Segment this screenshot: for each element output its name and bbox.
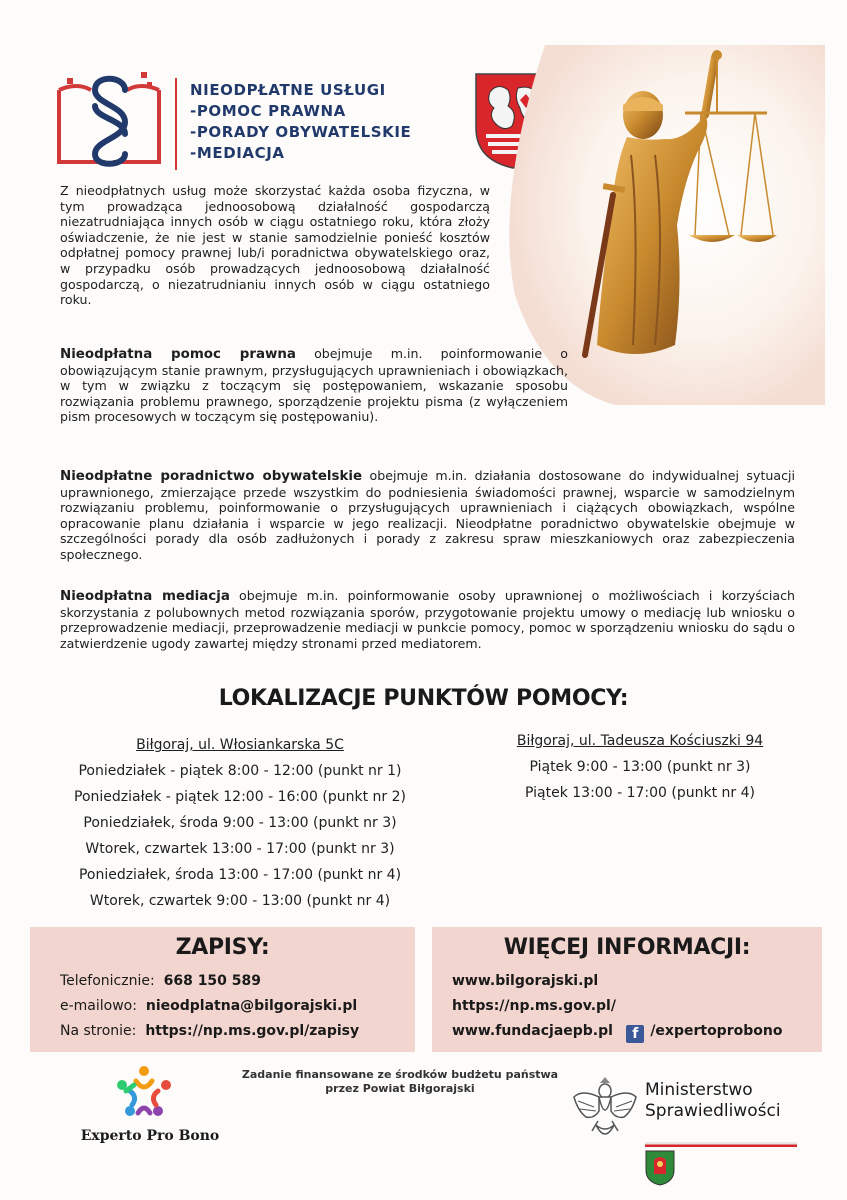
- ministry-flag-stripe: [645, 1132, 797, 1137]
- ministry-line-2: Sprawiedliwości: [645, 1101, 781, 1121]
- mediation-lead: Nieodpłatna mediacja: [60, 589, 230, 604]
- legal-aid-logo: [55, 68, 163, 170]
- funding-line-1: Zadanie finansowane ze środków budżetu państwa: [241, 1068, 559, 1081]
- funding-line-2: przez Powiat Biłgorajski: [325, 1082, 475, 1095]
- hours-row: Poniedziałek, środa 9:00 - 13:00 (punkt nr 3): [83, 815, 397, 831]
- header-titles: [190, 80, 411, 164]
- phone-number[interactable]: 668 150 589: [163, 973, 262, 989]
- ministry-line-1: Ministerstwo: [645, 1080, 753, 1100]
- location-left-address: Biłgoraj, ul. Włosiankarska 5C: [136, 737, 344, 753]
- phone-label: Telefonicznie:: [60, 973, 155, 989]
- more-info-title: WIĘCEJ INFORMACJI:: [503, 935, 751, 960]
- municipal-crest: [645, 1150, 675, 1186]
- eagle-icon: [572, 1073, 638, 1145]
- more-info-row-2: [452, 998, 616, 1014]
- header-line-3: -PORADY OBYWATELSKIE: [190, 123, 412, 141]
- hours-row: Piątek 9:00 - 13:00 (punkt nr 3): [529, 759, 751, 775]
- legal-aid-lead: Nieodpłatna pomoc prawna: [60, 347, 296, 362]
- legal-aid-paragraph: [60, 346, 568, 425]
- email-label: e-mailowo:: [60, 998, 137, 1014]
- header-line-4: -MEDIACJA: [190, 144, 285, 162]
- paragraph-book-icon: [55, 68, 163, 170]
- civic-advice-lead: Nieodpłatne poradnictwo obywatelskie: [60, 469, 363, 484]
- web-label: Na stronie:: [60, 1023, 137, 1039]
- legal-aid-body: obejmuje m.in. poinformowanie o obowiązującym stanie prawnym, przysługujących uprawnieniach i obowiązkach, w tym w związku z toczącym się postępowaniem, wskazanie sposobu rozwiązania problemu prawnego, sporządzenie projektu pisma (z wyłączeniem pism procesowych w toczącym się postępowaniu).: [60, 346, 568, 425]
- registration-panel: [30, 927, 415, 1052]
- small-crest-icon: [645, 1150, 675, 1186]
- civic-advice-body: obejmuje m.in. działania dostosowane do indywidualnej sytuacji uprawnionego, zmierzające przede wszystkim do podniesienia świadomości prawnej, wsparcie w samodzielnym rozwiązaniu problemu, poinformowanie o przysługujących uprawnieniach i ciążących obowiązkach, wspólne opracowanie planu działania i wsparcie w jego realizacji. Nieodpłatne poradnictwo obywatelskie obejmuje w szczególności porady dla osób zadłużonych i porady z zakresu spraw mieszkaniowych oraz zabezpieczenia społecznego.: [60, 468, 795, 562]
- funding-note: [230, 1068, 570, 1096]
- intro-paragraph: Z nieodpłatnych usług może skorzystać każda osoba fizyczna, w tym prowadząca jednoosobową działalność gospodarczą niezatrudniająca innych osób w ciągu ostatniego roku, która złoży oświadczenie, że nie jest w stanie samodzielnie ponieść kosztów odpłatnej pomocy prawnej lub/i poradnictwa obywatelskiego oraz, w przypadku osób prowadzących jednoosobową działalność gospodarczą, o niezatrudnianiu innych osób w ciągu ostatniego roku.: [60, 183, 490, 308]
- facebook-icon: f: [626, 1025, 644, 1043]
- hours-row: Wtorek, czwartek 9:00 - 13:00 (punkt nr 4): [89, 893, 391, 909]
- phone-line: [60, 973, 261, 989]
- header-line-1: NIEODPŁATNE USŁUGI: [190, 81, 386, 99]
- county-website-link[interactable]: www.bilgorajski.pl: [452, 973, 599, 989]
- experto-pro-bono-name: Experto Pro Bono: [80, 1128, 220, 1144]
- hours-row: Piątek 13:00 - 17:00 (punkt nr 4): [525, 785, 755, 801]
- locations-title: LOKALIZACJE PUNKTÓW POMOCY:: [218, 686, 629, 711]
- email-line: [60, 998, 357, 1014]
- hours-row: Poniedziałek, środa 13:00 - 17:00 (punkt nr 4): [78, 867, 402, 883]
- ministry-website-link[interactable]: https://np.ms.gov.pl/: [452, 998, 616, 1014]
- people-circle-icon: [112, 1063, 176, 1123]
- hours-row: Poniedziałek - piątek 12:00 - 16:00 (punkt nr 2): [74, 789, 406, 805]
- location-right-address: Biłgoraj, ul. Tadeusza Kościuszki 94: [516, 733, 764, 749]
- experto-pro-bono-logo: [112, 1063, 176, 1123]
- location-left: [50, 732, 430, 914]
- mediation-body: obejmuje m.in. poinformowanie osoby uprawnionej o możliwościach i korzyściach skorzystania z polubownych metod rozwiązania sporów, przygotowanie projektu umowy o mediację lub wniosku o przeprowadzenie mediacji, przeprowadzenie mediacji w punkcie pomocy, pomoc w sporządzeniu wniosku do sądu o zatwierdzenie ugody zawartej między stronami przed mediatorem.: [60, 588, 795, 651]
- header-line-2: -POMOC PRAWNA: [190, 102, 346, 120]
- location-right: [480, 728, 800, 806]
- header-divider: [175, 78, 177, 170]
- web-line: [60, 1023, 359, 1039]
- registration-web-link[interactable]: https://np.ms.gov.pl/zapisy: [145, 1023, 360, 1039]
- email-link[interactable]: nieodplatna@bilgorajski.pl: [145, 998, 358, 1014]
- ministry-name: [645, 1080, 781, 1122]
- more-info-panel: [432, 927, 822, 1052]
- hours-row: Wtorek, czwartek 13:00 - 17:00 (punkt nr 3): [85, 841, 395, 857]
- registration-title: ZAPISY:: [175, 935, 270, 960]
- facebook-link[interactable]: /expertoprobono: [650, 1023, 783, 1039]
- civic-advice-paragraph: [60, 468, 795, 563]
- mediation-paragraph: [60, 588, 795, 651]
- ministry-eagle-emblem: [572, 1073, 638, 1145]
- more-info-row-3: [452, 1023, 782, 1043]
- more-info-row-1: [452, 973, 598, 989]
- hours-row: Poniedziałek - piątek 8:00 - 12:00 (punkt nr 1): [78, 763, 402, 779]
- foundation-website-link[interactable]: www.fundacjaepb.pl: [452, 1023, 613, 1039]
